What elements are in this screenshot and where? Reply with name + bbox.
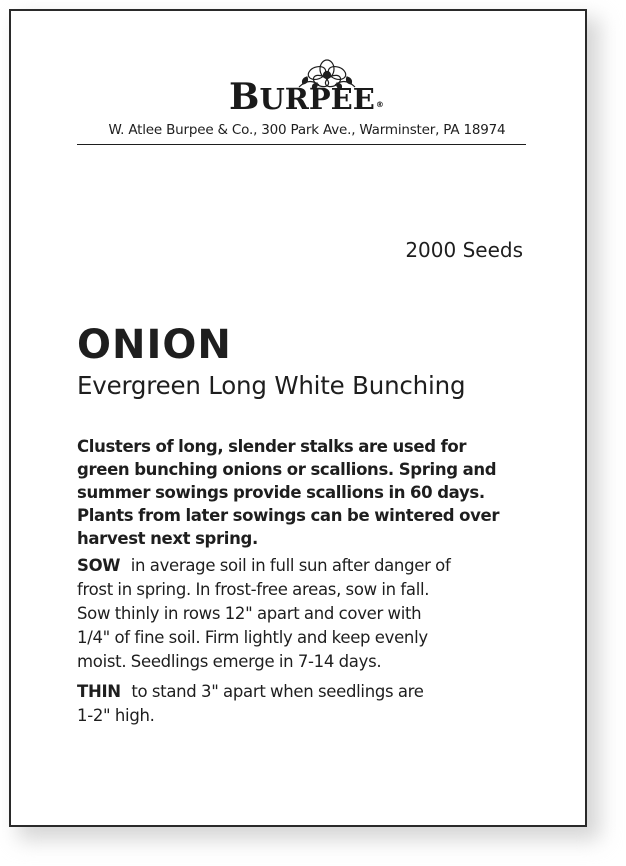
description-line: harvest next spring. <box>77 529 258 548</box>
description <box>77 435 547 550</box>
brand-first-letter: B <box>229 76 260 118</box>
seed-count: 2000 Seeds <box>405 238 523 262</box>
sow-line: frost in spring. In frost-free areas, sow in fall. <box>77 580 430 599</box>
registered-mark: ® <box>375 100 384 109</box>
burpee-logo <box>229 57 409 119</box>
thin-line <box>77 680 557 704</box>
sow-line: moist. Seedlings emerge in 7-14 days. <box>77 652 382 671</box>
brand-wordmark <box>229 75 409 127</box>
thin-line: 1-2" high. <box>77 706 155 725</box>
plant-title: ONION <box>77 322 232 368</box>
header-divider <box>77 144 526 145</box>
sow-instructions <box>77 554 557 674</box>
thin-text: to stand 3" apart when seedlings are <box>131 682 424 701</box>
description-line: summer sowings provide scallions in 60 days. <box>77 483 485 502</box>
seed-packet <box>9 9 587 827</box>
sow-line <box>77 554 557 578</box>
description-line: green bunching onions or scallions. Spring and <box>77 460 497 479</box>
sow-line: 1/4" of fine soil. Firm lightly and keep evenly <box>77 628 428 647</box>
variety-name: Evergreen Long White Bunching <box>77 371 466 400</box>
description-line: Plants from later sowings can be wintered over <box>77 506 500 525</box>
sow-keyword: SOW <box>77 556 121 575</box>
thin-keyword: THIN <box>77 682 121 701</box>
company-address: W. Atlee Burpee & Co., 300 Park Ave., Warminster, PA 18974 <box>108 122 506 138</box>
description-line: Clusters of long, slender stalks are used for <box>77 437 467 456</box>
sow-text: in average soil in full sun after danger of <box>130 556 451 575</box>
sow-line: Sow thinly in rows 12" apart and cover with <box>77 604 422 623</box>
brand-rest: URPEE <box>259 82 375 116</box>
thin-instructions <box>77 680 557 728</box>
